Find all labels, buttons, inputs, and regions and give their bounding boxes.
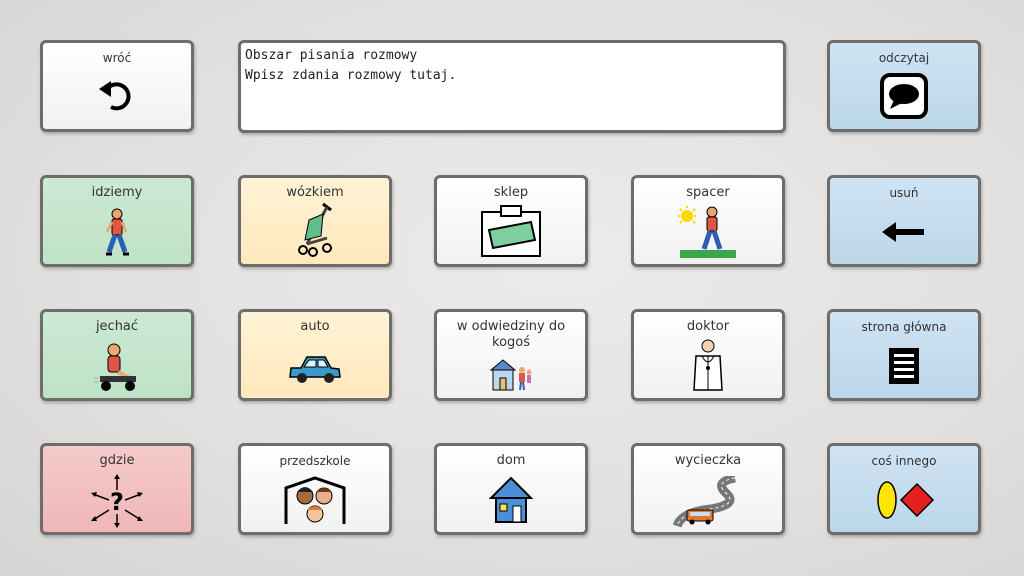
doctor-button[interactable] [631, 309, 785, 401]
stroller-icon [241, 202, 389, 258]
car-button[interactable] [238, 309, 392, 401]
stroller-button[interactable] [238, 175, 392, 267]
go-walk-label: idziemy [91, 185, 143, 200]
speak-label: odczytaj [878, 51, 930, 65]
where-label: gdzie [99, 453, 135, 468]
speech-bubble-icon [830, 73, 978, 119]
stroll-button[interactable] [631, 175, 785, 267]
ride-label: jechać [95, 319, 139, 334]
message-line-1: Obszar pisania rozmowy [245, 48, 418, 63]
go-walk-button[interactable] [40, 175, 194, 267]
undo-arrow-icon [43, 75, 191, 115]
message-line-2: Wpisz zdania rozmowy tutaj. [245, 68, 457, 83]
doctor-icon [634, 338, 782, 392]
preschool-button[interactable] [238, 443, 392, 535]
trip-button[interactable] [631, 443, 785, 535]
delete-button[interactable] [827, 175, 981, 267]
message-area[interactable] [238, 40, 786, 133]
house-button[interactable] [434, 443, 588, 535]
shop-label: sklep [493, 185, 529, 200]
stroll-label: spacer [686, 185, 730, 200]
shop-counter-icon [437, 204, 585, 258]
other-label: coś innego [871, 454, 937, 468]
car-label: auto [300, 319, 330, 334]
home-list-icon [830, 346, 978, 386]
back-label: wróć [102, 51, 132, 65]
where-button[interactable] [40, 443, 194, 535]
other-button[interactable] [827, 443, 981, 535]
back-button[interactable] [40, 40, 194, 132]
visit-button[interactable] [434, 309, 588, 401]
home-page-button[interactable] [827, 309, 981, 401]
visit-label: w odwiedziny do kogoś [456, 319, 566, 350]
doctor-label: doktor [686, 319, 730, 334]
arrow-left-icon [830, 222, 978, 242]
trip-label: wycieczka [674, 453, 742, 468]
home-page-label: strona główna [861, 320, 947, 334]
house-icon [437, 476, 585, 524]
car-icon [241, 352, 389, 384]
preschool-children-icon [241, 476, 389, 526]
shop-button[interactable] [434, 175, 588, 267]
ride-button[interactable] [40, 309, 194, 401]
stroller-label: wózkiem [286, 185, 344, 200]
bus-road-icon [634, 476, 782, 528]
visiting-house-icon [437, 358, 585, 392]
walk-in-sun-icon [634, 206, 782, 258]
where-arrows-icon [43, 474, 191, 528]
walking-person-icon [43, 208, 191, 256]
delete-label: usuń [889, 186, 919, 200]
house-label: dom [496, 453, 526, 468]
speak-button[interactable] [827, 40, 981, 132]
shapes-icon [830, 476, 978, 520]
preschool-label: przedszkole [279, 454, 351, 468]
svg-text:?: ? [110, 488, 124, 516]
ride-cart-icon [43, 342, 191, 392]
